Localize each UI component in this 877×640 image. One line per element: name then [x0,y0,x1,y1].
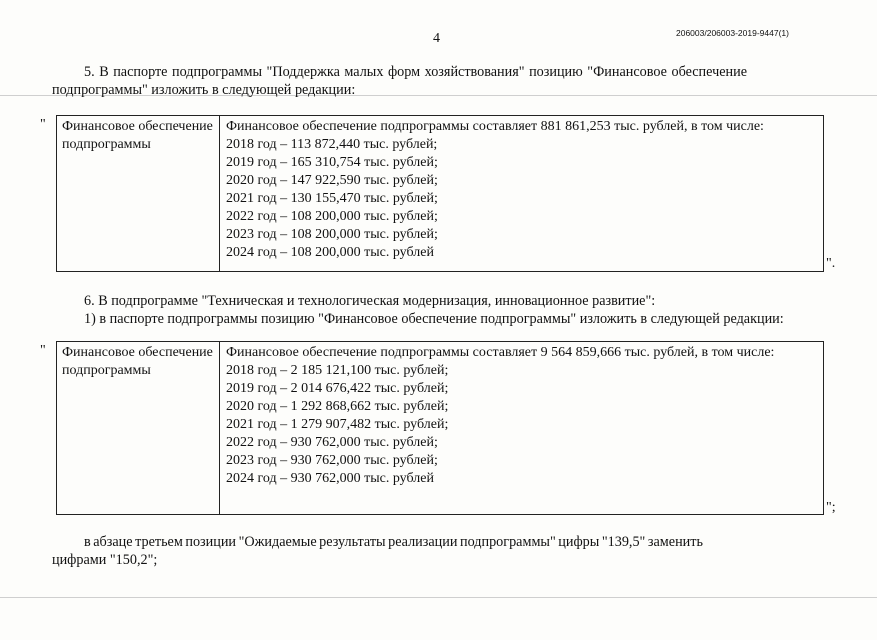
table-line: 2021 год – 1 279 907,482 тыс. рублей; [226,417,449,432]
section5-paragraph [52,63,822,99]
table-content-cell [221,116,823,271]
table-line: Финансовое обеспечение подпрограммы составляет 9 564 859,666 тыс. рублей, в том числе: [226,345,775,360]
table-line: 2022 год – 108 200,000 тыс. рублей; [226,209,438,224]
page-number: 4 [433,31,440,46]
section5-line1: 5. В паспорте подпрограммы "Поддержка малых форм хозяйствования" позицию "Финансовое обеспечение [84,64,747,80]
document-id: 206003/206003-2019-9447(1) [676,28,789,38]
scan-artifact-line [0,597,877,598]
table-line: 2018 год – 2 185 121,100 тыс. рублей; [226,363,449,378]
section5-line2: подпрограммы" изложить в следующей редакции: [52,82,356,98]
final-line2: цифрами "150,2"; [52,552,158,568]
final-paragraph [52,533,822,569]
open-quote: " [40,117,46,132]
section6-item1: 1) в паспорте подпрограммы позицию "Финансовое обеспечение подпрограммы" изложить в следующей редакции: [84,311,784,327]
financing-table-section5 [56,115,824,272]
close-quote: "; [826,500,836,515]
table-content-cell [221,342,823,514]
table-label-cell: Финансовое обеспечение подпрограммы [57,342,220,514]
open-quote: " [40,343,46,358]
table-line: 2018 год – 113 872,440 тыс. рублей; [226,137,438,152]
table-line: 2024 год – 108 200,000 тыс. рублей [226,245,434,260]
table-line: 2020 год – 1 292 868,662 тыс. рублей; [226,399,449,414]
close-quote: ". [826,256,836,271]
table-label-cell: Финансовое обеспечение подпрограммы [57,116,220,271]
final-line1: в абзаце третьем позиции "Ожидаемые результаты реализации подпрограммы" цифры "139,5" заменить [84,534,703,550]
financing-table-section6 [56,341,824,515]
section6-heading: 6. В подпрограмме "Техническая и технологическая модернизация, инновационное развитие": [84,293,656,309]
table-line: 2023 год – 108 200,000 тыс. рублей; [226,227,438,242]
table-line: 2019 год – 2 014 676,422 тыс. рублей; [226,381,449,396]
table-line: 2020 год – 147 922,590 тыс. рублей; [226,173,438,188]
table-line: 2021 год – 130 155,470 тыс. рублей; [226,191,438,206]
table-line: 2022 год – 930 762,000 тыс. рублей; [226,435,438,450]
table-line: Финансовое обеспечение подпрограммы составляет 881 861,253 тыс. рублей, в том числе: [226,119,764,134]
section6-paragraph [52,292,822,328]
table-line: 2019 год – 165 310,754 тыс. рублей; [226,155,438,170]
table-line: 2023 год – 930 762,000 тыс. рублей; [226,453,438,468]
table-line: 2024 год – 930 762,000 тыс. рублей [226,471,434,486]
